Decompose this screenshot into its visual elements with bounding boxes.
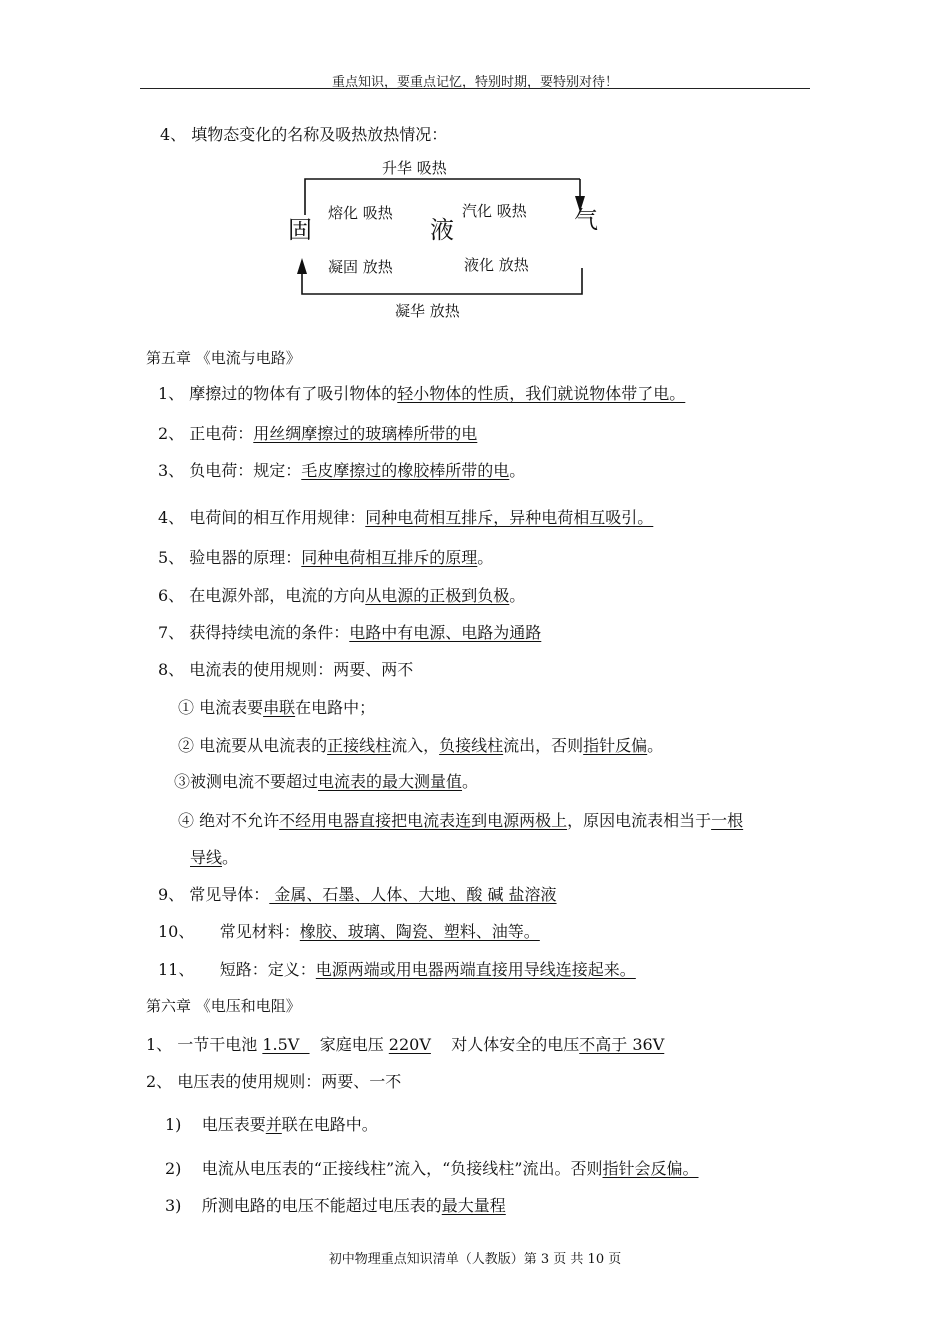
ammeter-rule-2: ② 电流要从电流表的正接线柱流入，负接线柱流出，否则指针反偏。 [178, 736, 664, 755]
ch5-item-2: 2、 正电荷：用丝绸摩擦过的玻璃棒所带的电 [158, 424, 478, 443]
page-header: 重点知识，要重点记忆，特别时期，要特别对待！ [331, 75, 618, 90]
melting-label: 熔化 吸热 [328, 204, 393, 222]
voltmeter-rule-1: 1) 电压表要并联在电路中。 [165, 1115, 378, 1134]
ch6-item-1: 1、 一节干电池 1.5V 家庭电压 220V 对人体安全的电压不高于 36V [146, 1035, 665, 1054]
page-footer: 初中物理重点知识清单（人教版）第 3 页 共 10 页 [328, 1252, 622, 1267]
ammeter-rule-1: ① 电流表要串联在电路中； [178, 698, 376, 717]
ammeter-rule-4-continued: 导线。 [190, 848, 239, 867]
ch5-item-8: 8、 电流表的使用规则：两要、两不 [158, 660, 414, 679]
liquefaction-label: 液化 放热 [464, 256, 529, 274]
gas-label: 气 [574, 206, 598, 234]
ch5-item-3: 3、 负电荷：规定：毛皮摩擦过的橡胶棒所带的电。 [158, 461, 526, 480]
liquid-label: 液 [430, 216, 454, 244]
solid-label: 固 [288, 216, 312, 244]
solidification-label: 凝固 放热 [328, 258, 393, 276]
ammeter-rule-3: ③被测电流不要超过电流表的最大测量值。 [174, 772, 479, 791]
deposition-label: 凝华 放热 [395, 302, 460, 320]
ch5-item-5: 5、 验电器的原理：同种电荷相互排斥的原理。 [158, 548, 494, 567]
section4-title: 4、 填物态变化的名称及吸热放热情况： [160, 125, 448, 144]
ch5-item-1: 1、 摩擦过的物体有了吸引物体的轻小物体的性质，我们就说物体带了电。 [158, 384, 686, 403]
ch5-item-10: 10、 常见材料：橡胶、玻璃、陶瓷、塑料、油等。 [158, 922, 540, 941]
sublimation-label: 升华 吸热 [382, 159, 447, 177]
ch5-item-4: 4、 电荷间的相互作用规律：同种电荷相互排斥，异种电荷相互吸引。 [158, 508, 654, 527]
ch6-item-2: 2、 电压表的使用规则：两要、一不 [146, 1072, 402, 1091]
ch5-item-9: 9、 常见导体： 金属、石墨、人体、大地、酸 碱 盐溶液 [158, 885, 557, 904]
ch5-item-6: 6、 在电源外部，电流的方向从电源的正极到负极。 [158, 586, 526, 605]
ch5-item-11: 11、 短路：定义：电源两端或用电器两端直接用导线连接起来。 [158, 960, 636, 979]
ammeter-rule-4: ④ 绝对不允许不经用电器直接把电流表连到电源两极上，原因电流表相当于一根 [178, 811, 744, 830]
chapter5-title: 第五章 《电流与电路》 [146, 349, 301, 367]
voltmeter-rule-3: 3) 所测电路的电压不能超过电压表的最大量程 [165, 1196, 506, 1215]
voltmeter-rule-2: 2) 电流从电压表的“正接线柱”流入，“负接线柱”流出。否则指针会反偏。 [165, 1159, 699, 1178]
vaporization-label: 汽化 吸热 [462, 202, 527, 220]
deposition-arrowhead [297, 258, 307, 274]
chapter6-title: 第六章 《电压和电阻》 [146, 997, 301, 1015]
ch5-item-7: 7、 获得持续电流的条件：电路中有电源、电路为通路 [158, 623, 542, 642]
